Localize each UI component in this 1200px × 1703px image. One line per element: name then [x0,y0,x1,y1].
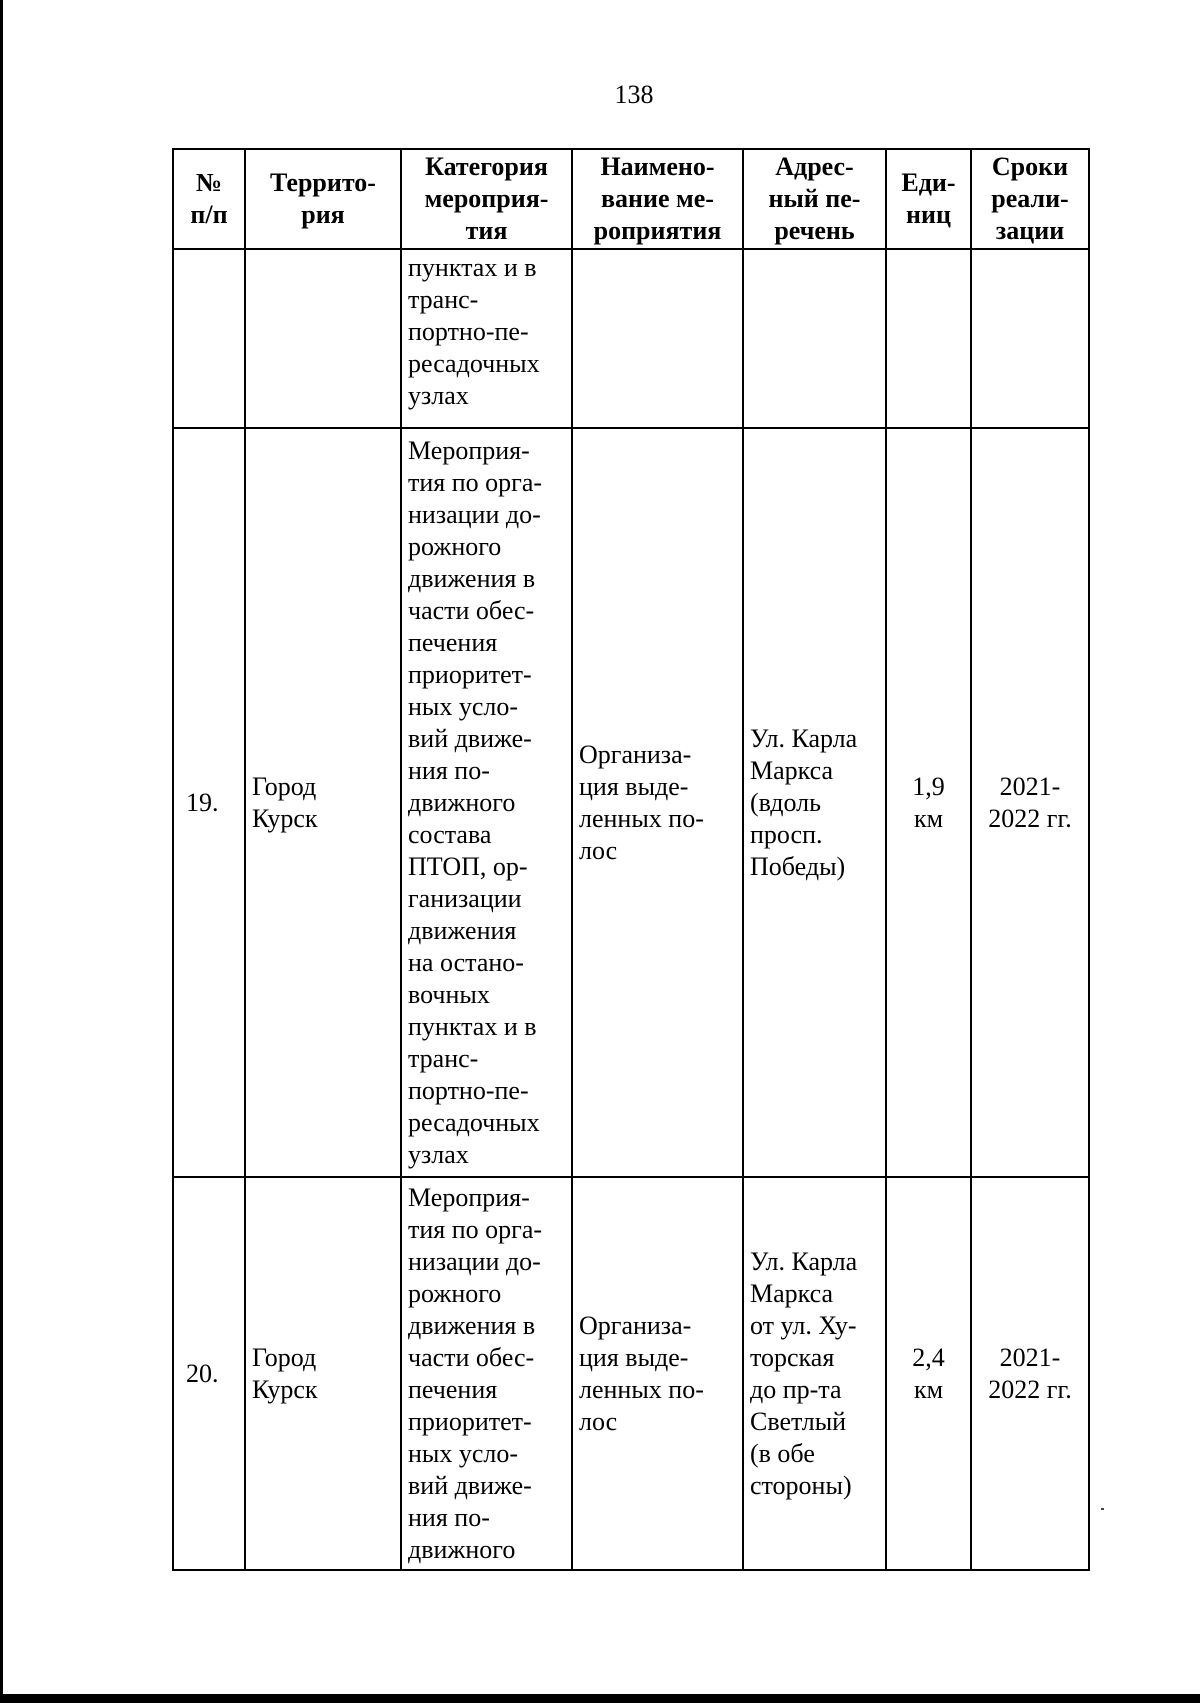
cell-units: 2,4 км [886,1177,971,1570]
cell-address: Ул. Карла Маркса от ул. Ху- торская до пр-та Светлый (в обе стороны) [743,1177,886,1570]
cell-name: Организа- ция выде- ленных по- лос [572,1177,743,1570]
cell-address [743,249,886,428]
table-row-20 [173,1177,1089,1570]
header-terms: Сроки реали- зации [971,149,1089,249]
header-units: Еди- ниц [886,149,971,249]
header-address: Адрес- ный пе- речень [743,149,886,249]
cell-name [572,249,743,428]
cell-category: Мероприя- тия по орга- низации до- рожного движения в части обес- печения приоритет- ных усло- вий движе- ния по- движного [401,1177,572,1570]
cell-name: Организа- ция выде- ленных по- лос [572,428,743,1177]
header-num: № п/п [173,149,245,249]
cell-terms: 2021- 2022 гг. [971,1177,1089,1570]
scan-left-edge [0,0,3,1703]
cell-address: Ул. Карла Маркса (вдоль просп. Победы) [743,428,886,1177]
measures-table [172,148,1090,1571]
header-name: Наимено- вание ме- роприятия [572,149,743,249]
cell-terms [971,249,1089,428]
cell-num: 20. [173,1177,245,1570]
scan-bottom-edge [0,1694,1200,1703]
cell-units [886,249,971,428]
cell-category: пунктах и в транс- портно-пе- ресадочных узлах [401,249,572,428]
table-row-continuation [173,249,1089,428]
page-number: 138 [614,80,654,109]
header-category: Категория мероприя- тия [401,149,572,249]
cell-territory: Город Курск [245,1177,401,1570]
scan-speck [1101,1508,1104,1510]
table-row-19 [173,428,1089,1177]
cell-num [173,249,245,428]
cell-units: 1,9 км [886,428,971,1177]
cell-num: 19. [173,428,245,1177]
cell-territory: Город Курск [245,428,401,1177]
table-header-row [173,149,1089,249]
header-territory: Террито- рия [245,149,401,249]
cell-terms: 2021- 2022 гг. [971,428,1089,1177]
cell-territory [245,249,401,428]
cell-category: Мероприя- тия по орга- низации до- рожного движения в части обес- печения приоритет- ных усло- вий движе- ния по- движного состава ПТОП, ор- ганизации движения на остано- вочных пунктах и в транс- портно-пе- ресадочных узлах [401,428,572,1177]
